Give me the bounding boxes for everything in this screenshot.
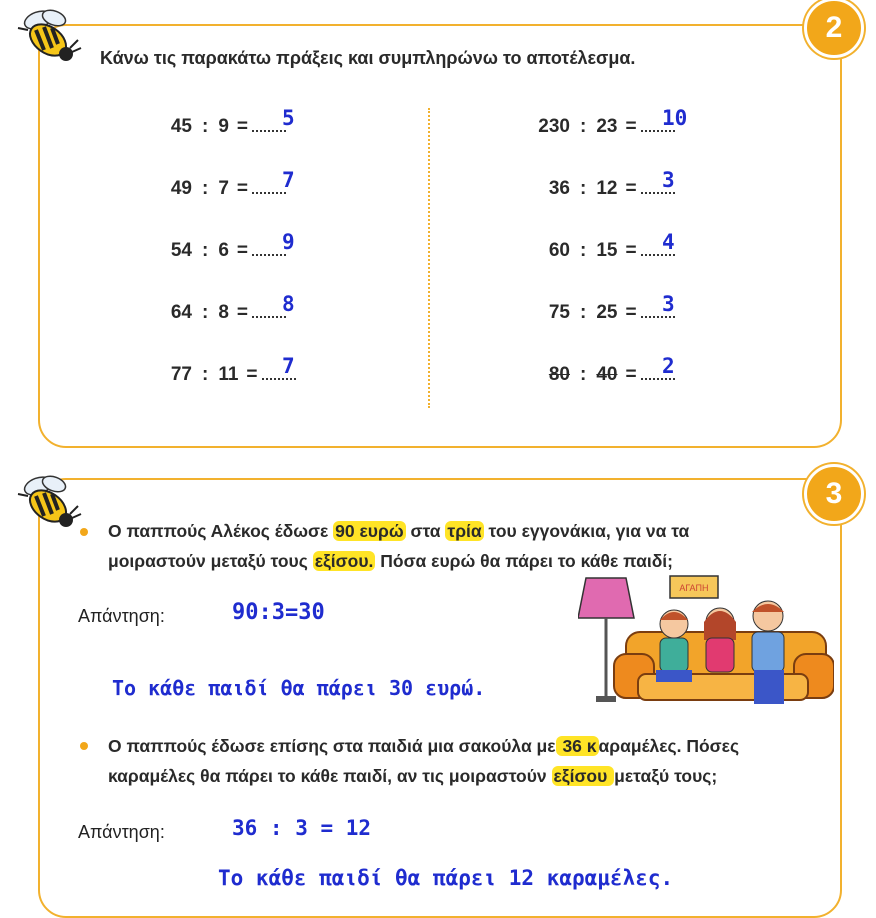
equals-sign: = [625,302,637,323]
answer-1-calculation: 90:3=30 [232,600,325,625]
equation-row [508,178,675,200]
exercise-3-badge: 3 [804,464,864,524]
handwritten-answer: 2 [662,354,675,378]
exercise-2-instruction: Κάνω τις παρακάτω πράξεις και συμπληρώνω το αποτέλεσμα. [100,48,636,68]
question-1: Ο παππούς Αλέκος έδωσε 90 ευρώ στα τρία του εγγονάκια, για να τα μοιραστούν μεταξύ τους εξίσου. Πόσα ευρώ θα πάρει το κάθε παιδί; [108,521,690,571]
equation-row [148,178,286,200]
division-sign: : [580,116,587,137]
handwritten-answer: 3 [662,292,675,316]
divisor: 40 [596,364,618,385]
dividend: 77 [170,364,192,385]
answer-blank[interactable] [252,240,286,256]
divisor: 23 [596,116,618,137]
answer-blank[interactable] [252,178,286,194]
division-sign: : [202,178,209,199]
handwritten-answer: 3 [662,168,675,192]
equals-sign: = [246,364,258,385]
bullet [80,742,88,750]
equals-sign: = [236,302,249,323]
answer-2-calculation: 36 : 3 = 12 [232,816,372,840]
division-sign: : [202,116,209,137]
equation-row [148,116,286,138]
dividend: 45 [170,116,192,137]
equation-row [148,302,286,324]
equals-sign: = [236,116,249,137]
equals-sign: = [625,364,637,385]
dividend: 60 [548,240,570,261]
divisor: 11 [218,364,239,385]
division-sign: : [580,302,587,323]
divisor: 7 [218,178,229,199]
answer-label: Απάντηση: [78,822,165,842]
dividend: 54 [170,240,192,261]
equation-row [508,116,675,138]
equation-row [148,364,296,386]
equals-sign: = [625,116,637,137]
bullet [80,528,88,536]
dividend: 49 [170,178,192,199]
equals-sign: = [625,178,637,199]
answer-blank[interactable] [252,116,286,132]
equation-row [148,240,286,262]
division-sign: : [580,178,587,199]
question-2: Ο παππούς έδωσε επίσης στα παιδιά μια σακούλα με 36 κ αραμέλες. Πόσες καραμέλες θα πάρει το κάθε παιδί, αν τις μοιραστούν εξίσου μεταξύ τους; [108,736,740,786]
dividend: 64 [170,302,192,323]
handwritten-answer: 7 [282,168,295,192]
handwritten-answer: 10 [662,106,688,130]
equation-row [508,240,675,262]
equals-sign: = [236,240,249,261]
division-sign: : [580,240,587,261]
picture-sign: ΑΓΑΠΗ [679,583,709,593]
handwritten-answer: 5 [282,106,295,130]
equals-sign: = [625,240,637,261]
answer-2-sentence: Το κάθε παιδί θα πάρει 12 καραμέλες. [218,866,674,890]
divisor: 8 [218,302,229,323]
equation-row [508,364,675,386]
divisor: 12 [596,178,618,199]
dividend: 36 [548,178,570,199]
answer-1-sentence: Το κάθε παιδί θα πάρει 30 ευρώ. [112,676,486,700]
dividend: 75 [548,302,570,323]
divisor: 15 [596,240,618,261]
divisor: 9 [218,116,229,137]
handwritten-answer: 8 [282,292,295,316]
divisor: 6 [218,240,229,261]
dividend: 80 [548,364,570,385]
equation-row [508,302,675,324]
divisor: 25 [596,302,618,323]
handwritten-answer: 4 [662,230,675,254]
equals-sign: = [236,178,249,199]
answer-blank[interactable] [252,302,286,318]
handwritten-answer: 9 [282,230,295,254]
dividend: 230 [538,116,570,137]
division-sign: : [202,240,209,261]
division-sign: : [580,364,587,385]
exercise-2-badge: 2 [804,0,864,58]
family-sofa-illustration [578,570,834,720]
division-sign: : [202,302,209,323]
division-sign: : [202,364,209,385]
bee-icon [14,472,84,534]
bee-icon [14,6,84,68]
handwritten-answer: 7 [282,354,295,378]
column-divider [428,108,430,408]
answer-label: Απάντηση: [78,606,165,626]
